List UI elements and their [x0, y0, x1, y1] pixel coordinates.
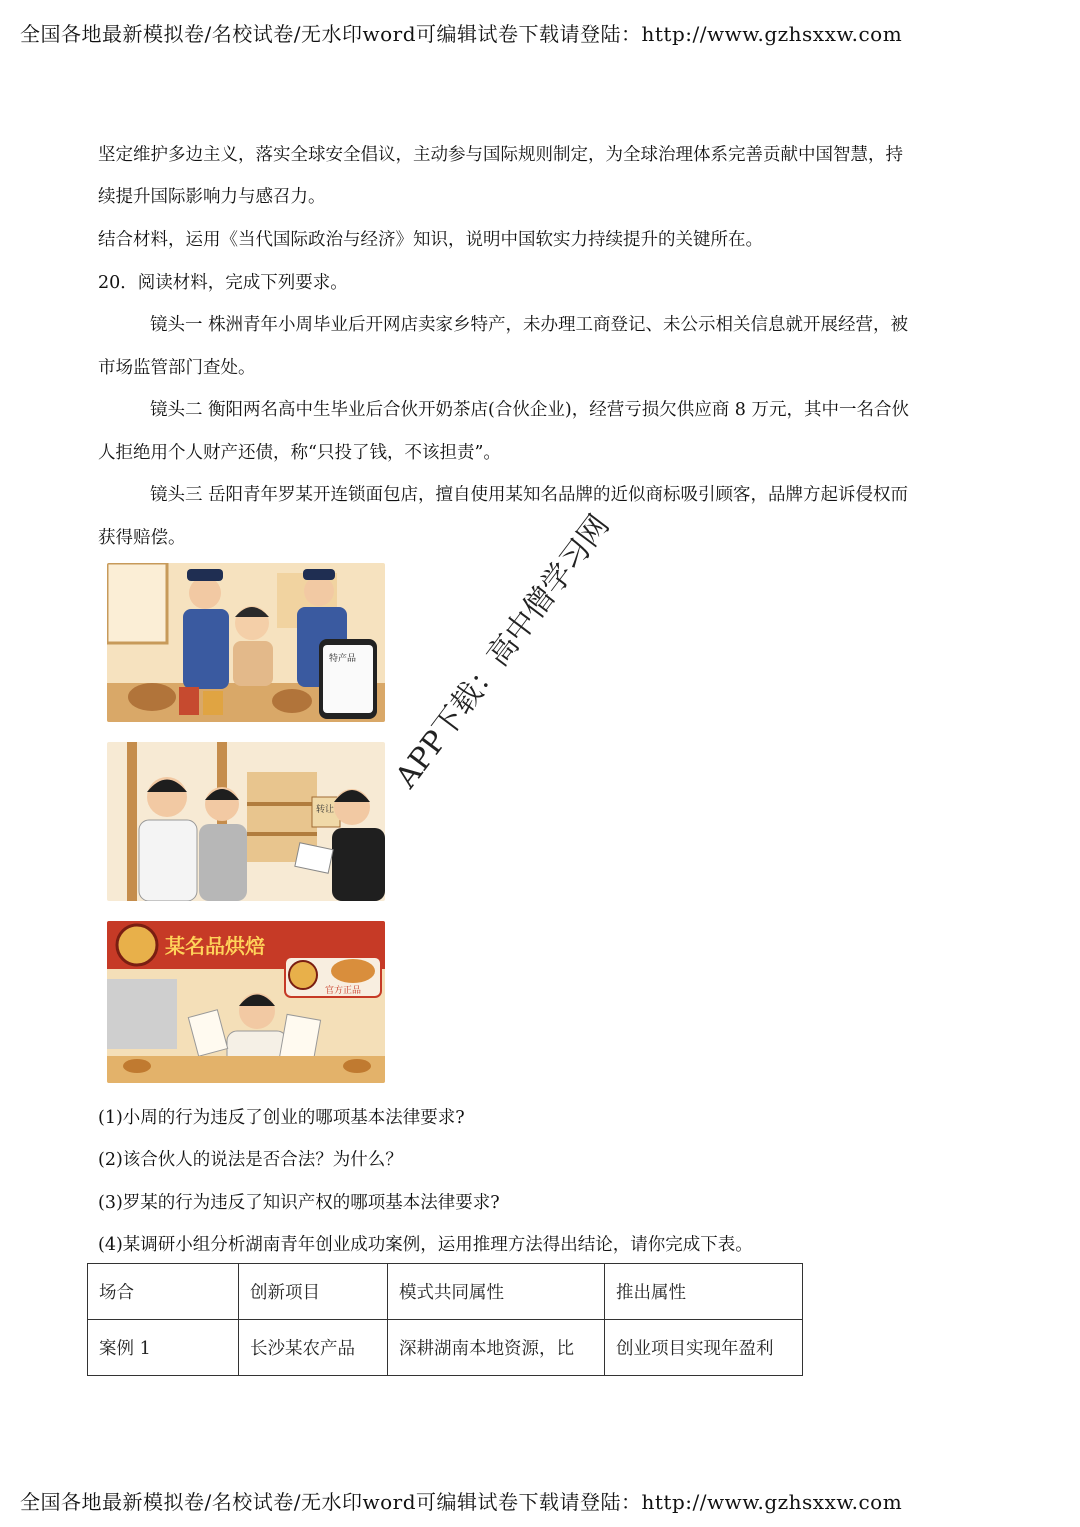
header-banner: 全国各地最新模拟卷/名校试卷/无水印word可编辑试卷下载请登陆：http://www.gzhsxxw.com	[20, 22, 903, 46]
table-cell: 案例 1	[88, 1320, 239, 1376]
table-header-cell: 场合	[88, 1264, 239, 1320]
img2-sign-text: 转让	[316, 805, 335, 815]
scene1-line-1: 镜头一 株洲青年小周毕业后开网店卖家乡特产，未办理工商登记、未公示相关信息就开展经营，被	[150, 315, 909, 335]
illustration-scene-3	[107, 921, 385, 1083]
scene3-line-1: 镜头三 岳阳青年罗某开连锁面包店，擅自使用某知名品牌的近似商标吸引顾客，品牌方起诉侵权而	[150, 485, 909, 505]
img3-shop-sign-text: 某名品烘焙	[165, 934, 265, 958]
illustration-scene-1	[107, 563, 385, 722]
question-1: (1)小周的行为违反了创业的哪项基本法律要求?	[98, 1108, 465, 1128]
table-header-cell: 推出属性	[605, 1264, 803, 1320]
table-row	[88, 1320, 803, 1376]
img1-sign-text: 特产品	[329, 654, 357, 664]
scene3-line-2: 获得赔偿。	[98, 528, 186, 548]
scene2-line-1: 镜头二 衡阳两名高中生毕业后合伙开奶茶店(合伙企业)，经营亏损欠供应商 8 万元，其中一名合伙	[150, 400, 909, 420]
watermark-text: APP下载：高中僧学习网	[388, 508, 617, 795]
table-cell: 深耕湖南本地资源，比	[388, 1320, 605, 1376]
answer-table	[87, 1263, 803, 1376]
q19-material-line-2: 续提升国际影响力与感召力。	[98, 187, 326, 207]
table-header-cell: 模式共同属性	[388, 1264, 605, 1320]
question-4: (4)某调研小组分析湖南青年创业成功案例，运用推理方法得出结论，请你完成下表。	[98, 1235, 753, 1255]
scene2-line-2: 人拒绝用个人财产还债，称“只投了钱，不该担责”。	[98, 443, 501, 463]
question-3: (3)罗某的行为违反了知识产权的哪项基本法律要求?	[98, 1193, 500, 1213]
table-header-row	[88, 1264, 803, 1320]
table-header-cell: 创新项目	[239, 1264, 388, 1320]
question-2: (2)该合伙人的说法是否合法？为什么？	[98, 1150, 403, 1170]
table-cell: 创业项目实现年盈利	[605, 1320, 803, 1376]
footer-banner: 全国各地最新模拟卷/名校试卷/无水印word可编辑试卷下载请登陆：http://www.gzhsxxw.com	[20, 1490, 903, 1514]
q19-task: 结合材料，运用《当代国际政治与经济》知识，说明中国软实力持续提升的关键所在。	[98, 230, 763, 250]
img3-badge-text: 官方正品	[325, 986, 362, 996]
illustration-scene-2	[107, 742, 385, 901]
q20-heading: 20．阅读材料，完成下列要求。	[98, 273, 348, 293]
scene1-line-2: 市场监管部门查处。	[98, 358, 256, 378]
table-cell: 长沙某农产品	[239, 1320, 388, 1376]
q19-material-line-1: 坚定维护多边主义，落实全球安全倡议，主动参与国际规则制定，为全球治理体系完善贡献中国智慧，持	[98, 145, 903, 165]
